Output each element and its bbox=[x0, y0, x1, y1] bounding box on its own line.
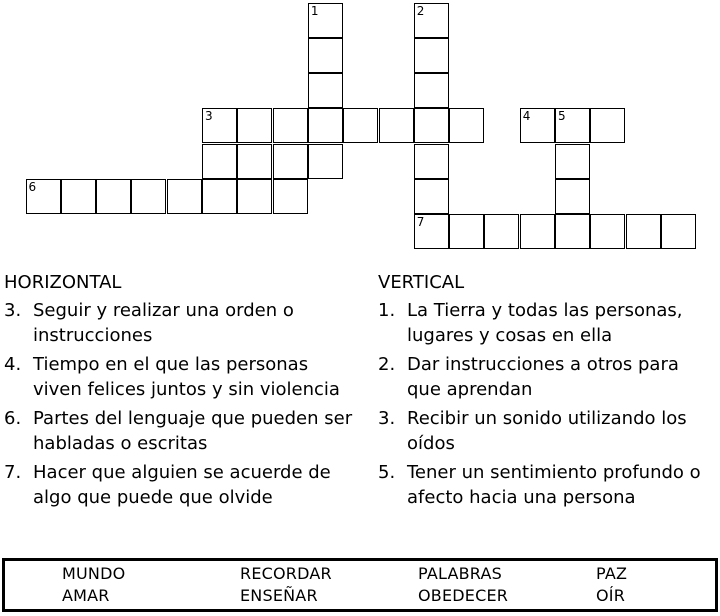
word-bank-item: RECORDAR bbox=[240, 564, 332, 583]
crossword-cell[interactable] bbox=[308, 3, 343, 38]
crossword-cell[interactable] bbox=[555, 214, 590, 249]
word-bank-item: MUNDO bbox=[62, 564, 126, 583]
word-bank-item: AMAR bbox=[62, 586, 110, 605]
clue-item bbox=[4, 460, 354, 510]
crossword-cell[interactable] bbox=[61, 179, 96, 214]
cell-number: 7 bbox=[416, 215, 425, 230]
cell-number: 6 bbox=[28, 180, 37, 194]
crossword-grid bbox=[0, 0, 720, 260]
clue-text: Hacer que alguien se acuerde de algo que puede que olvide bbox=[33, 462, 331, 508]
clue-item bbox=[4, 352, 354, 402]
cell-number: 1 bbox=[310, 3, 319, 18]
clue-text: Partes del lenguaje que pueden ser habladas o escritas bbox=[33, 408, 353, 454]
clue-item bbox=[4, 406, 354, 456]
cell-number: 3 bbox=[205, 109, 213, 124]
clue-number: 7. bbox=[4, 462, 22, 483]
word-bank-item: PALABRAS bbox=[418, 564, 502, 583]
crossword-cell[interactable] bbox=[131, 179, 166, 214]
crossword-cell[interactable] bbox=[520, 108, 555, 143]
clue-number: 3. bbox=[4, 300, 22, 321]
crossword-cell[interactable] bbox=[590, 214, 625, 249]
crossword-cell[interactable] bbox=[273, 144, 308, 179]
crossword-cell[interactable] bbox=[379, 108, 414, 143]
clue-item bbox=[4, 298, 354, 348]
crossword-cell[interactable] bbox=[414, 3, 449, 38]
clue-text: Tiempo en el que las personas viven felices juntos y sin violencia bbox=[33, 354, 340, 400]
clue-item bbox=[378, 460, 716, 510]
crossword-cell[interactable] bbox=[343, 108, 378, 143]
crossword-cell[interactable] bbox=[414, 108, 449, 143]
crossword-cell[interactable] bbox=[414, 214, 449, 249]
crossword-cell[interactable] bbox=[414, 73, 449, 108]
cell-number: 5 bbox=[558, 109, 566, 124]
word-bank-item: ENSEÑAR bbox=[240, 586, 318, 605]
clue-number: 5. bbox=[378, 462, 396, 483]
clue-text: Seguir y realizar una orden o instrucciones bbox=[33, 300, 294, 346]
crossword-cell[interactable] bbox=[237, 108, 272, 143]
crossword-cell[interactable] bbox=[555, 144, 590, 179]
crossword-cell[interactable] bbox=[590, 108, 625, 143]
clue-number: 4. bbox=[4, 354, 22, 375]
clue-number: 2. bbox=[378, 354, 396, 375]
vertical-heading: VERTICAL bbox=[378, 272, 465, 293]
crossword-cell[interactable] bbox=[626, 214, 661, 249]
crossword-cell[interactable] bbox=[202, 144, 237, 179]
crossword-cell[interactable] bbox=[167, 179, 202, 214]
crossword-cell[interactable] bbox=[308, 144, 343, 179]
word-bank-item: OBEDECER bbox=[418, 586, 509, 605]
clue-number: 3. bbox=[378, 408, 396, 429]
horizontal-clues bbox=[4, 270, 354, 514]
crossword-cell[interactable] bbox=[449, 214, 484, 249]
crossword-cell[interactable] bbox=[520, 214, 555, 249]
crossword-cell[interactable] bbox=[202, 179, 237, 214]
clue-item bbox=[378, 298, 716, 348]
crossword-cell[interactable] bbox=[308, 108, 343, 143]
clue-item bbox=[378, 352, 716, 402]
cell-number: 4 bbox=[522, 109, 531, 124]
crossword-cell[interactable] bbox=[308, 73, 343, 108]
crossword-cell[interactable] bbox=[555, 108, 590, 143]
crossword-cell[interactable] bbox=[414, 38, 449, 73]
word-bank-item: PAZ bbox=[596, 564, 628, 583]
horizontal-heading: HORIZONTAL bbox=[4, 272, 122, 293]
crossword-cell[interactable] bbox=[414, 179, 449, 214]
crossword-cell[interactable] bbox=[237, 179, 272, 214]
clue-number: 6. bbox=[4, 408, 22, 429]
crossword-cell[interactable] bbox=[96, 179, 131, 214]
crossword-cell[interactable] bbox=[484, 214, 519, 249]
vertical-clues bbox=[378, 270, 716, 514]
crossword-cell[interactable] bbox=[237, 144, 272, 179]
clue-text: La Tierra y todas las personas, lugares y cosas en ella bbox=[407, 300, 683, 346]
word-bank bbox=[2, 558, 718, 612]
crossword-cell[interactable] bbox=[661, 214, 696, 249]
crossword-cell[interactable] bbox=[449, 108, 484, 143]
crossword-cell[interactable] bbox=[202, 108, 237, 143]
clue-number: 1. bbox=[378, 300, 396, 321]
clue-text: Dar instrucciones a otros para que aprendan bbox=[407, 354, 679, 400]
clue-text: Tener un sentimiento profundo o afecto hacia una persona bbox=[407, 462, 701, 508]
clue-text: Recibir un sonido utilizando los oídos bbox=[407, 408, 687, 454]
crossword-cell[interactable] bbox=[555, 179, 590, 214]
crossword-cell[interactable] bbox=[273, 179, 308, 214]
crossword-cell[interactable] bbox=[26, 179, 61, 214]
crossword-cell[interactable] bbox=[273, 108, 308, 143]
word-bank-item: OÍR bbox=[596, 586, 626, 605]
clue-item bbox=[378, 406, 716, 456]
crossword-cell[interactable] bbox=[308, 38, 343, 73]
cell-number: 2 bbox=[416, 3, 425, 18]
crossword-cell[interactable] bbox=[414, 144, 449, 179]
